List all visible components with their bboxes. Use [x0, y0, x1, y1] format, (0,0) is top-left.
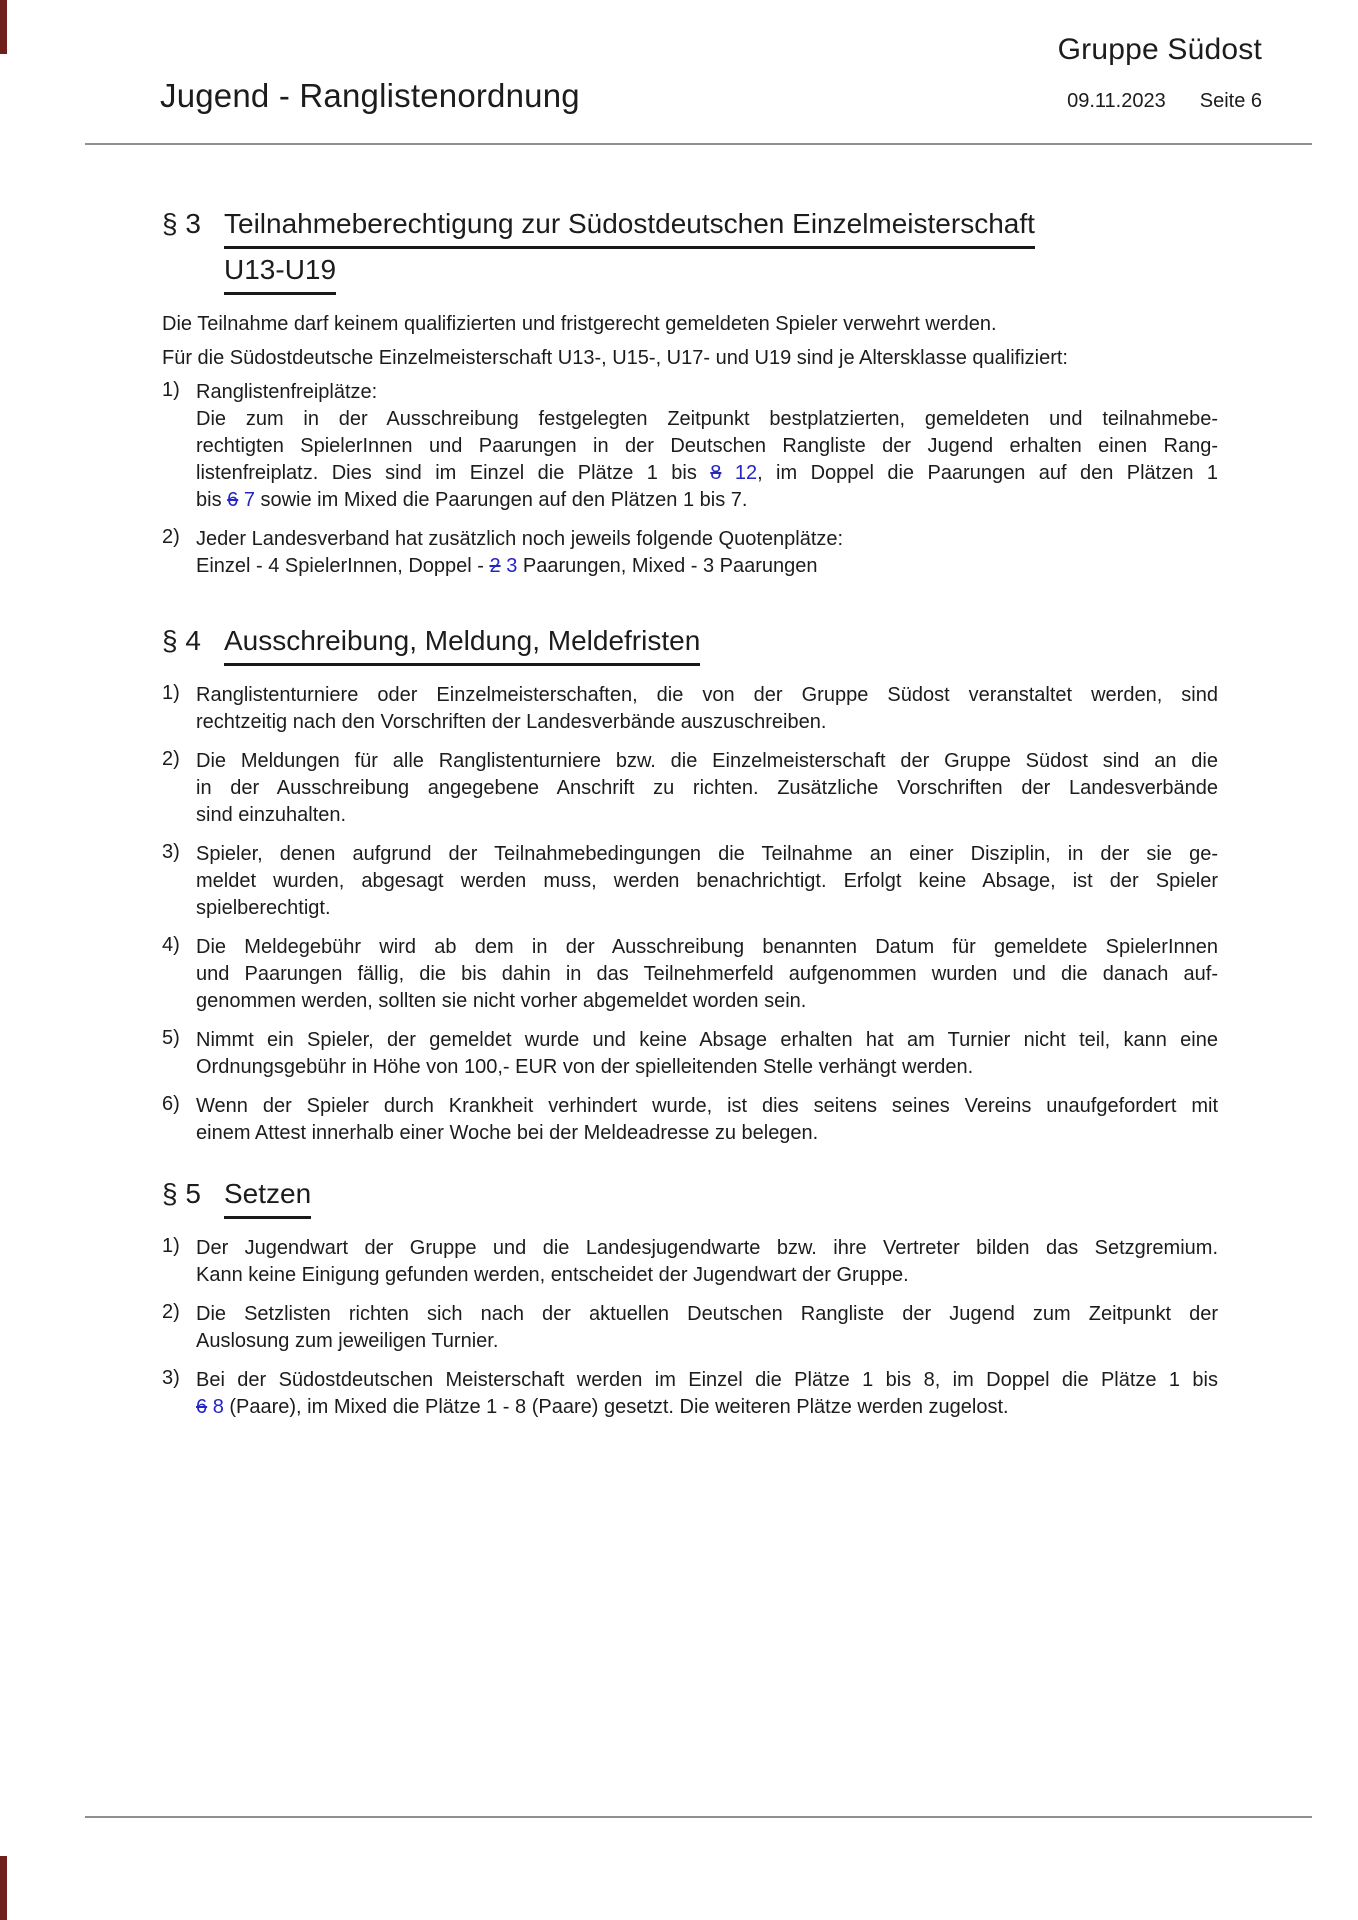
list-item-marker: 1) — [162, 1235, 180, 1257]
list-item-marker: 3) — [162, 841, 180, 863]
text-run: , im Doppel die Paarungen auf den Plätzen 1 — [757, 462, 1219, 484]
text-line — [196, 433, 1218, 460]
list-item — [162, 1093, 1218, 1147]
text-run: meldet wurden, abgesagt werden muss, werden benachrichtigt. Erfolgt keine Absage, ist der Spieler — [196, 870, 1218, 892]
text-run: Wenn der Spieler durch Krankheit verhindert wurde, ist dies seitens seines Vereins unaufgefordert mit — [196, 1095, 1218, 1117]
section-title — [224, 620, 1218, 666]
inserted-text: 12 — [734, 462, 758, 484]
list-item — [162, 841, 1218, 922]
section-title-line — [224, 249, 1218, 295]
text-run: Für die Südostdeutsche Einzelmeisterschaft U13-, U15-, U17- und U19 sind je Altersklasse qualifiziert: — [162, 347, 1068, 369]
list-item-marker: 2) — [162, 526, 180, 548]
list-item-marker: 2) — [162, 748, 180, 770]
text-line — [196, 526, 1218, 553]
text-run: listenfreiplatz. Dies sind im Einzel die Plätze 1 bis — [196, 462, 711, 484]
text-run: spielberechtigt. — [196, 897, 331, 919]
section-heading — [162, 620, 1218, 666]
header-date: 09.11.2023 — [1067, 90, 1166, 112]
text-run: rechtigten SpielerInnen und Paarungen in der Deutschen Rangliste der Jugend erhalten einen Rang- — [196, 435, 1218, 457]
text-run: Die Setzlisten richten sich nach der aktuellen Deutschen Rangliste der Jugend zum Zeitpunkt der — [196, 1303, 1218, 1325]
group-title: Gruppe Südost — [1057, 33, 1262, 66]
list-item-content — [196, 1301, 1218, 1355]
text-line — [196, 682, 1218, 709]
list-item — [162, 934, 1218, 1015]
text-run: Spieler, denen aufgrund der Teilnahmebedingungen die Teilnahme an einer Disziplin, in der sie ge- — [196, 843, 1218, 865]
text-run: Kann keine Einigung gefunden werden, entscheidet der Jugendwart der Gruppe. — [196, 1264, 909, 1286]
text-run: in der Ausschreibung angegebene Anschrift zu richten. Zusätzliche Vorschriften der Landesverbände — [196, 777, 1218, 799]
section-heading — [162, 203, 1218, 295]
text-run: Die zum in der Ausschreibung festgelegten Zeitpunkt bestplatzierten, gemeldeten und teilnahmebe- — [196, 408, 1218, 430]
header-meta — [1067, 90, 1262, 113]
text-run: Die Meldungen für alle Ranglistenturniere bzw. die Einzelmeisterschaft der Gruppe Südost sind an die — [196, 750, 1218, 772]
text-run: Paarungen, Mixed - 3 Paarungen — [517, 555, 818, 577]
list-item-marker: 1) — [162, 379, 180, 401]
section-content — [162, 1231, 1218, 1421]
text-line — [196, 709, 1218, 736]
footer-divider — [85, 1816, 1312, 1818]
text-line — [196, 1235, 1218, 1262]
text-line — [196, 1093, 1218, 1120]
text-line — [196, 553, 1218, 580]
text-run: Nimmt ein Spieler, der gemeldet wurde und keine Absage erhalten hat am Turnier nicht teil, kann eine — [196, 1029, 1218, 1051]
text-line — [196, 1120, 1218, 1147]
header-page-number: Seite 6 — [1199, 90, 1262, 112]
deleted-text: 8 — [710, 462, 722, 484]
text-line — [196, 988, 1218, 1015]
section-3 — [162, 1173, 1218, 1421]
list-item-content — [196, 1093, 1218, 1147]
text-line — [196, 379, 1218, 406]
text-line — [196, 895, 1218, 922]
text-run: rechtzeitig nach den Vorschriften der Landesverbände auszuschreiben. — [196, 711, 827, 733]
page-header — [0, 0, 1358, 143]
text-run: Auslosung zum jeweiligen Turnier. — [196, 1330, 499, 1352]
header-divider — [85, 143, 1312, 145]
section-title-line — [224, 620, 1218, 666]
text-line — [196, 961, 1218, 988]
list-item-marker: 3) — [162, 1367, 180, 1389]
deleted-text: 6 — [196, 1396, 208, 1418]
text-line — [196, 460, 1218, 487]
inserted-text: 3 — [506, 555, 518, 577]
text-run: Einzel - 4 SpielerInnen, Doppel - — [196, 555, 490, 577]
section-heading — [162, 1173, 1218, 1219]
list-item-content — [196, 934, 1218, 1015]
list-item-content — [196, 379, 1218, 514]
section-title — [224, 203, 1218, 295]
section-title — [224, 1173, 1218, 1219]
list-item-marker: 1) — [162, 682, 180, 704]
list-item-content — [196, 841, 1218, 922]
scan-edge-mark-bottom — [0, 1856, 7, 1920]
text-run: Die Teilnahme darf keinem qualifizierten und fristgerecht gemeldeten Spieler verwehrt werden. — [162, 313, 997, 335]
text-line — [196, 1054, 1218, 1081]
list-item — [162, 379, 1218, 514]
text-line — [196, 1328, 1218, 1355]
list-item-marker: 6) — [162, 1093, 180, 1115]
list-item-content — [196, 682, 1218, 736]
text-run: genommen werden, sollten sie nicht vorher abgemeldet worden sein. — [196, 990, 807, 1012]
text-line — [196, 1367, 1218, 1394]
section-title-line — [224, 1173, 1218, 1219]
section-number: § 3 — [162, 208, 201, 239]
text-run: Ordnungsgebühr in Höhe von 100,- EUR von der spielleitenden Stelle verhängt werden. — [196, 1056, 974, 1078]
text-line — [196, 868, 1218, 895]
text-run: sowie im Mixed die Paarungen auf den Plätzen 1 bis 7. — [254, 489, 748, 511]
text-line — [196, 1394, 1218, 1421]
section-content — [162, 307, 1218, 580]
list-item — [162, 1027, 1218, 1081]
list-item-content — [196, 1027, 1218, 1081]
paragraph — [162, 311, 1218, 338]
text-run: Die Meldegebühr wird ab dem in der Ausschreibung benannten Datum für gemeldete SpielerInnen — [196, 936, 1218, 958]
text-line — [162, 345, 1218, 372]
list-item — [162, 526, 1218, 580]
text-line — [196, 775, 1218, 802]
list-item-content — [196, 1367, 1218, 1421]
document-body — [162, 203, 1218, 1421]
text-line — [196, 1301, 1218, 1328]
text-run: Ranglistenfreiplätze: — [196, 381, 378, 403]
section-title-text: Teilnahmeberechtigung zur Südostdeutschen Einzelmeisterschaft — [224, 203, 1035, 249]
text-line — [196, 934, 1218, 961]
text-run: Der Jugendwart der Gruppe und die Landesjugendwarte bzw. ihre Vertreter bilden das Setzgremium. — [196, 1237, 1218, 1259]
list-item — [162, 1235, 1218, 1289]
inserted-text: 7 — [243, 489, 255, 511]
section-title-text: U13-U19 — [224, 249, 336, 295]
section-title-text: Setzen — [224, 1173, 311, 1219]
section-number: § 4 — [162, 625, 201, 656]
section-title-text: Ausschreibung, Meldung, Meldefristen — [224, 620, 700, 666]
list-item-marker: 2) — [162, 1301, 180, 1323]
text-run: Ranglistenturniere oder Einzelmeisterschaften, die von der Gruppe Südost veranstaltet werden, sind — [196, 684, 1218, 706]
text-line — [196, 802, 1218, 829]
text-line — [196, 1262, 1218, 1289]
list-item-content — [196, 526, 1218, 580]
text-line — [196, 748, 1218, 775]
deleted-text: 6 — [227, 489, 239, 511]
text-line — [196, 487, 1218, 514]
section-2 — [162, 620, 1218, 1147]
section-content — [162, 678, 1218, 1147]
text-run: sind einzuhalten. — [196, 804, 347, 826]
section-number: § 5 — [162, 1178, 201, 1209]
list-item-marker: 5) — [162, 1027, 180, 1049]
text-line — [196, 406, 1218, 433]
list-item — [162, 1301, 1218, 1355]
text-line — [196, 841, 1218, 868]
text-run: und Paarungen fällig, die bis dahin in das Teilnehmerfeld aufgenommen wurden und die danach auf- — [196, 963, 1218, 985]
list-item — [162, 1367, 1218, 1421]
list-item — [162, 748, 1218, 829]
section-1 — [162, 203, 1218, 580]
list-item — [162, 682, 1218, 736]
list-item-marker: 4) — [162, 934, 180, 956]
document-title: Jugend - Ranglistenordnung — [160, 77, 580, 114]
header-row — [0, 76, 1358, 116]
text-line — [196, 1027, 1218, 1054]
text-run: Bei der Südostdeutschen Meisterschaft werden im Einzel die Plätze 1 bis 8, im Doppel die Plätze 1 bis — [196, 1369, 1218, 1391]
section-title-line — [224, 203, 1218, 249]
text-line — [162, 311, 1218, 338]
text-run: einem Attest innerhalb einer Woche bei der Meldeadresse zu belegen. — [196, 1122, 819, 1144]
text-run: Jeder Landesverband hat zusätzlich noch jeweils folgende Quotenplätze: — [196, 528, 844, 550]
list-item-content — [196, 748, 1218, 829]
list-item-content — [196, 1235, 1218, 1289]
text-run — [721, 462, 734, 484]
text-run: bis — [196, 489, 228, 511]
paragraph — [162, 345, 1218, 372]
deleted-text: 2 — [489, 555, 501, 577]
text-run: (Paare), im Mixed die Plätze 1 - 8 (Paare) gesetzt. Die weiteren Plätze werden zugelost. — [223, 1396, 1009, 1418]
inserted-text: 8 — [212, 1396, 224, 1418]
